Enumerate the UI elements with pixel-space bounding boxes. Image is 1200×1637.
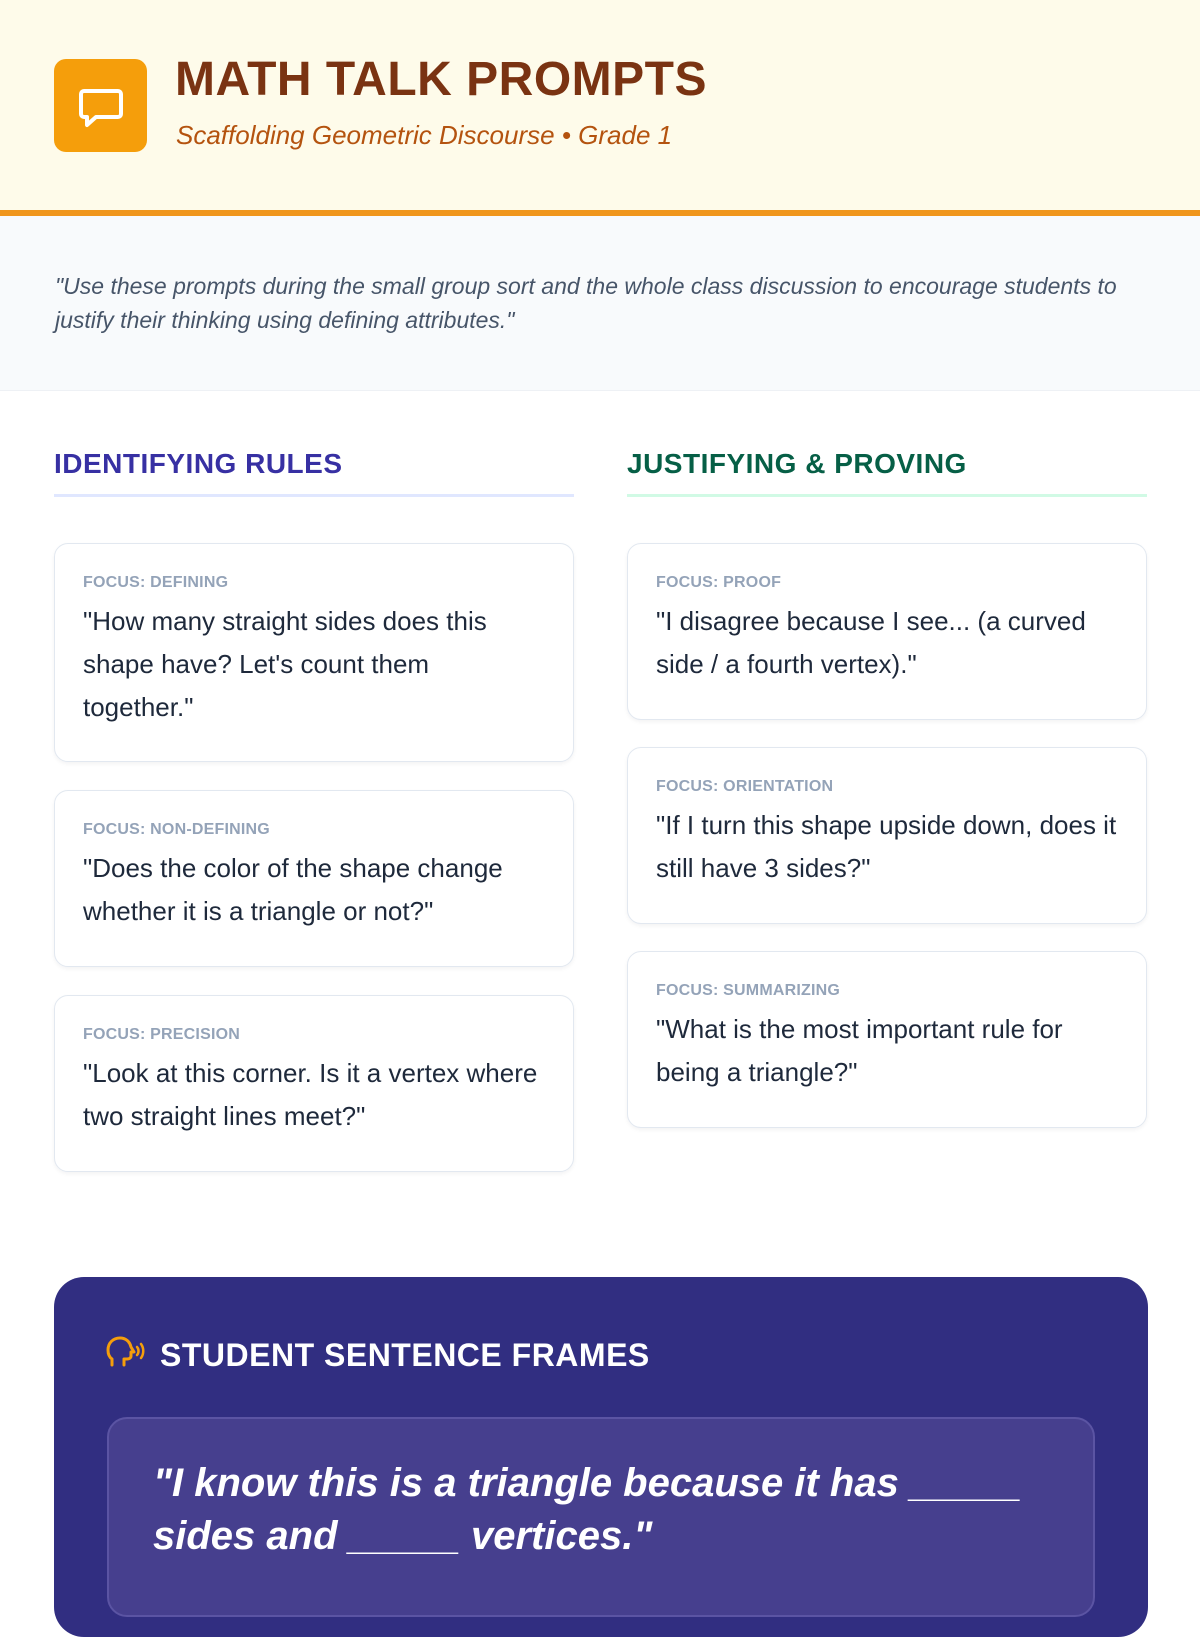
card-focus-label: FOCUS: PRECISION: [83, 1026, 240, 1043]
intro-band: [0, 216, 1200, 391]
sentence-frames-header: [106, 1335, 650, 1376]
card-prompt-text: "What is the most important rule for being a triangle?": [656, 1014, 1063, 1087]
sentence-frames-panel: [54, 1277, 1148, 1637]
prompt-card-proof: [627, 543, 1147, 720]
card-prompt-text: "If I turn this shape upside down, does it still have 3 sides?": [656, 810, 1117, 883]
card-focus-label: FOCUS: SUMMARIZING: [656, 982, 841, 999]
card-focus-label: FOCUS: DEFINING: [83, 574, 229, 591]
sentence-frame-text: "I know this is a triangle because it has _____ sides and _____ vertices.": [153, 1461, 1022, 1558]
page-subtitle: Scaffolding Geometric Discourse • Grade 1: [176, 120, 673, 150]
card-prompt-text: "How many straight sides does this shape have? Let's count them together.": [83, 606, 487, 722]
card-prompt-text: "Does the color of the shape change whether it is a triangle or not?": [83, 853, 503, 926]
sentence-frame-box: [107, 1417, 1095, 1617]
prompt-card-summarizing: [627, 951, 1147, 1128]
page-title: MATH TALK PROMPTS: [175, 53, 707, 106]
card-focus-label: FOCUS: PROOF: [656, 574, 782, 591]
page-header: [0, 0, 1200, 216]
card-focus-label: FOCUS: NON-DEFINING: [83, 821, 270, 838]
prompt-card-orientation: [627, 747, 1147, 924]
prompt-card-precision: [54, 995, 574, 1172]
prompt-card-defining: [54, 543, 574, 762]
speaking-head-icon: [106, 1335, 146, 1376]
intro-quote: "Use these prompts during the small group sort and the whole class discussion to encourage students to justify their thinking using defining attributes.": [55, 273, 1117, 333]
prompt-card-non-defining: [54, 790, 574, 967]
card-prompt-text: "Look at this corner. Is it a vertex where two straight lines meet?": [83, 1058, 538, 1131]
card-prompt-text: "I disagree because I see... (a curved side / a fourth vertex).": [656, 606, 1086, 679]
column-heading-identifying-rules: IDENTIFYING RULES: [54, 448, 574, 497]
column-heading-justifying-proving: JUSTIFYING & PROVING: [627, 448, 1147, 497]
card-focus-label: FOCUS: ORIENTATION: [656, 778, 834, 795]
speech-bubble-icon: [54, 59, 147, 152]
sentence-frames-title: STUDENT SENTENCE FRAMES: [160, 1337, 650, 1373]
